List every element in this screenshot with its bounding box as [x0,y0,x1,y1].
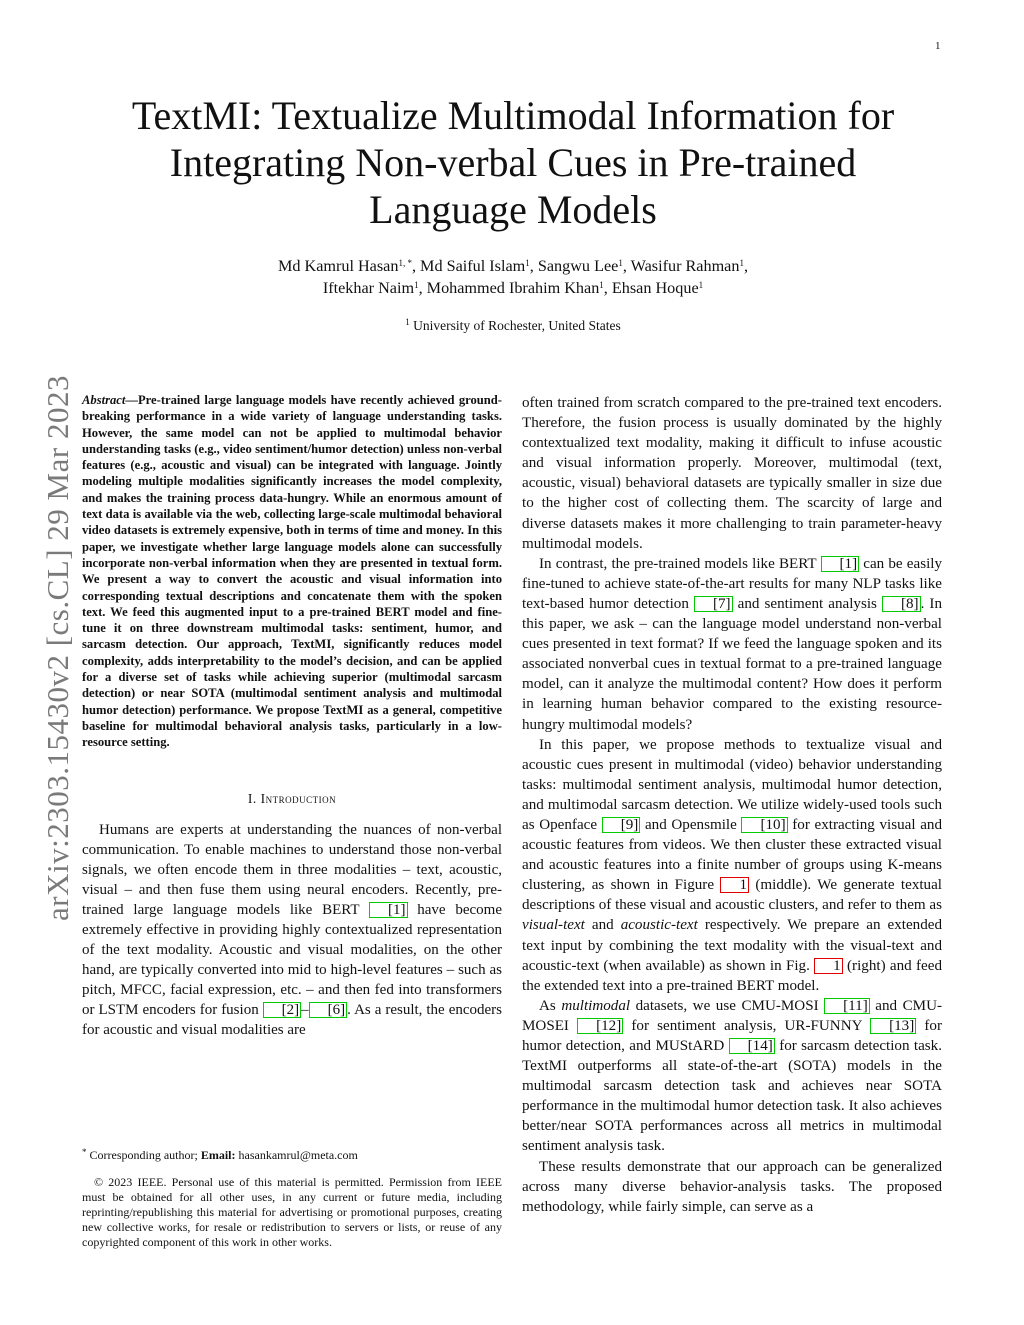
citation-link[interactable]: [12] [577,1018,623,1034]
text-run: – [301,1002,309,1019]
author-affiliation-mark: 1 [618,258,623,268]
text-run: . As a result, the encoders for acoustic and visual modalities are [82,1002,502,1039]
body-paragraph [522,996,942,1157]
text-run: datasets, we use CMU-MOSI [630,997,825,1014]
text-run: for humor detection, and MUStARD [522,1017,942,1054]
text-run: In contrast, the pre-trained models like BERT [539,555,821,572]
text-run: for sentiment analysis, UR-FUNNY [623,1017,871,1034]
right-column [522,393,942,1217]
figure-link[interactable]: 1 [814,958,843,974]
author-name: Md Kamrul Hasan [277,257,399,275]
email-label: Email: [200,1148,236,1162]
emphasis-text: multimodal [561,997,631,1014]
author-affiliation-mark: 1 [525,258,530,268]
author-affiliation-mark: 1 [414,280,419,290]
text-run: Humans are experts at understanding the nuances of non-verbal communication. To enable machines to understand those non-verbal signals, we often encode them in three modalities – text, acoustic, visual – and then fuse them using neural encoders. Recently, pre-trained large language models like BERT [82,821,502,918]
abstract-text: —Pre-trained large language models have recently achieved ground-breaking performance in a wide variety of language understanding tasks. However, the same model can not be applied to multimodal behavior understanding tasks (e.g., video sentiment/humor detection) unless non-verbal features (e.g., acoustic and visual) can be integrated with language. Jointly modeling multiple modalities significantly increases the model complexity, and makes the training process data-hungry. While an enormous amount of text data is available via the web, collecting large-scale multimodal behavioral video datasets is extremely expensive, both in terms of time and money. In this paper, we investigate whether large language models alone can successfully incorporate non-verbal information when they are presented in textual form. We present a way to convert the acoustic and visual information into corresponding textual descriptions and concatenate them with the spoken text. We feed this augmented input to a pre-trained BERT model and fine-tune it on three downstream multimodal tasks: sentiment, humor, and sarcasm detection. Our approach, TextMI, significantly reduces model complexity, adds interpretability to the model’s decision, and can be applied for a diverse set of tasks while achieving superior (multimodal sarcasm detection) or near SOTA (multimodal sentiment analysis and multimodal humor detection) performance. We propose TextMI as a general, competitive baseline for multimodal behavioral analysis tasks, particularly in a low-resource setting. [82,393,502,750]
text-run: respectively. We prepare an extended text input by combining the text modality with the visual-text and acoustic-text (when available) as shown in Fig. [522,917,942,974]
section-number: I. [247,790,261,806]
section-title: Introduction [260,790,337,806]
citation-link[interactable]: [14] [729,1038,775,1054]
author-name: , Md Saiful Islam [411,257,526,275]
title-line: Language Models [369,187,657,232]
email-address: hasankamrul@meta.com [235,1148,358,1162]
text-run: . In this paper, we ask – can the language model understand non-verbal cues presented in text format? If we feed the language spoken and its associated nonverbal cues in textual format to a pre-trained language model, can it analyze the multimodal content? How does it perform in learning human behavior compared to the existing resource-hungry multimodal models? [522,595,942,733]
abstract [82,392,502,751]
text-run: (middle). We generate textual descriptions of these visual and acoustic clusters, and refer to them as [522,877,943,914]
text-run: have become extremely effective in providing highly contextualized representation of the text modality. Acoustic and visual modalities, on the other hand, are typically converted into mid to high-level features – such as pitch, MFCC, facial expression, etc. – and then fed into transformers or LSTM encoders for fusion [82,901,502,1019]
footnote-marker: * [82,1147,87,1157]
citation-link[interactable]: [1] [821,556,860,572]
left-column [82,392,502,1041]
text-run: (right) and feed the extended text into a pre-trained BERT model. [522,957,942,994]
author-affiliation-mark: 1 [599,280,604,290]
author-list [90,255,936,299]
author-affiliation-mark: 1 [739,258,744,268]
author-line [90,277,936,299]
figure-link[interactable]: 1 [720,877,749,893]
arxiv-identifier[interactable]: arXiv:2303.15430v2 [cs.CL] 29 Mar 2023 [40,375,75,921]
author-name: , Sangwu Lee [529,257,619,275]
footnote-label: Corresponding author; [86,1148,201,1162]
title-line: TextMI: Textualize Multimodal Information for [131,93,895,138]
author-affiliation-mark: 1, * [398,258,412,268]
author-name: , Ehsan Hoque [603,279,699,297]
affiliation [90,318,936,334]
affiliation-text: University of Rochester, United States [409,318,621,333]
author-name: Iftekhar Naim [322,279,415,297]
corresponding-author-footnote [82,1145,502,1163]
citation-link[interactable]: [1] [369,902,408,918]
citation-link[interactable]: [9] [602,817,641,833]
author-name: , Mohammed Ibrahim Khan [418,279,600,297]
citation-link[interactable]: [8] [882,596,921,612]
author-separator: , [743,257,749,275]
title-line: Integrating Non-verbal Cues in Pre-trained [169,140,857,185]
abstract-heading: Abstract [82,393,126,407]
body-paragraph [522,735,942,996]
text-run: and sentiment analysis [732,595,882,612]
citation-link[interactable]: [11] [824,998,870,1014]
citation-link[interactable]: [13] [870,1018,916,1034]
citation-link[interactable]: [2] [263,1002,302,1018]
emphasis-text: acoustic-text [620,917,698,934]
emphasis-text: visual-text [522,917,585,934]
author-line [90,255,936,277]
text-run: for sarcasm detection task. TextMI outperforms all state-of-the-art (SOTA) models in the multimodal sarcasm detection task and achieves near SOTA performance in the multimodal humor detection task. It also achieves better/near SOTA performances across all metrics in multimodal sentiment analysis task. [522,1038,942,1155]
author-affiliation-mark: 1 [698,280,704,290]
citation-link[interactable]: [10] [741,817,787,833]
citation-link[interactable]: [7] [694,596,733,612]
intro-paragraph [82,820,502,1041]
text-run: and CMU-MOSEI [522,997,942,1034]
paper-title [90,92,936,233]
body-paragraph: often trained from scratch compared to the pre-trained text encoders. Therefore, the fusion process is usually dominated by the highly contextualized text modality, making it difficult to infuse acoustic and visual information properly. Moreover, multimodal (text, acoustic, visual) behavioral datasets are typically smaller in size due to the higher cost of collecting them. The scarcity of large and diverse datasets makes it more challenging to train parameter-heavy multimodal models. [522,395,942,552]
page-number: 1 [935,40,941,52]
author-name: , Wasifur Rahman [622,257,740,275]
copyright-notice: © 2023 IEEE. Personal use of this material is permitted. Permission from IEEE must be obtained for all other uses, in any current or future media, including reprinting/republishing this material for advertising or promotional purposes, creating new collective works, for resale or redistribution to servers or lists, or reuse of any copyrighted component of this work in other works. [82,1175,502,1249]
body-paragraph [522,554,942,735]
citation-link[interactable]: [6] [309,1002,348,1018]
text-run: and [584,917,621,934]
text-run: for extracting visual and acoustic features from videos. We then cluster these extracted visual and acoustic features into a finite number of groups using K-means clustering, as shown in Figure [522,816,942,894]
text-run: In this paper, we propose methods to textualize visual and acoustic cues present in multimodal (video) behavior understanding tasks: multimodal sentiment analysis, multimodal humor detection, and multimodal sarcasm detection. We utilize widely-used tools such as Openface [522,736,942,833]
text-run: and Opensmile [640,816,742,833]
body-paragraph: These results demonstrate that our approach can be generalized across many diverse behavior-analysis tasks. The proposed methodology, while fairly simple, can serve as a [522,1158,942,1215]
affiliation-mark: 1 [405,317,410,327]
section-heading-introduction [82,791,502,807]
text-run: As [539,997,562,1014]
text-run: can be easily fine-tuned to achieve state-of-the-art results for many NLP tasks like text-based humor detection [522,555,942,612]
